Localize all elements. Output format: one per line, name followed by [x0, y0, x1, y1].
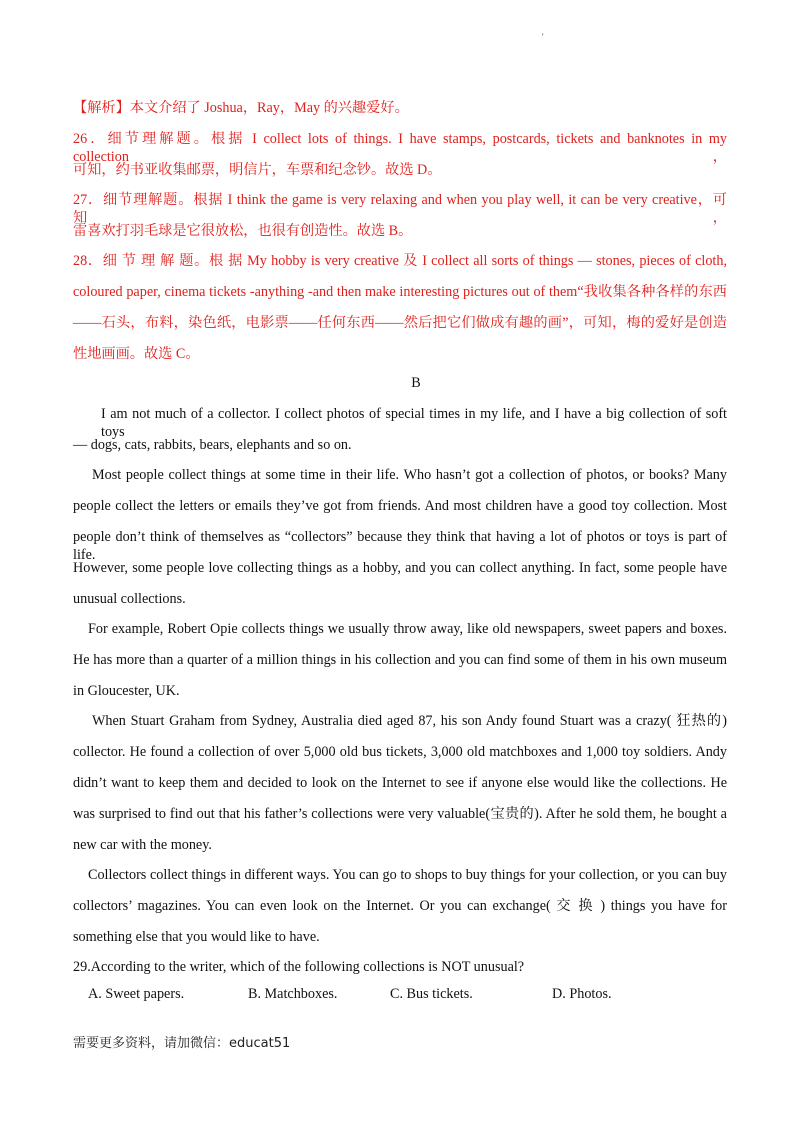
q27-analysis-line-2: 雷喜欢打羽毛球是它很放松，也很有创造性。故选 B。: [73, 223, 413, 239]
option-c: C. Bus tickets.: [390, 986, 473, 1002]
passage-p1-line-2: — dogs, cats, rabbits, bears, elephants and so on.: [73, 437, 352, 453]
passage-p4-line-3: didn’t want to keep them and decided to look on the Internet to see if anyone else would like the collections. He: [73, 775, 727, 791]
option-b: B. Matchboxes.: [248, 986, 338, 1002]
passage-p2-line-4: However, some people love collecting things as a hobby, and you can collect anything. In fact, some people have: [73, 560, 727, 576]
passage-p3-line-2: He has more than a quarter of a million things in his collection and you can find some of them in his own museum: [73, 652, 727, 668]
passage-p4-line-5: new car with the money.: [73, 837, 212, 853]
passage-p3-line-1: For example, Robert Opie collects things we usually throw away, like old newspapers, sweet papers and boxes.: [88, 621, 727, 637]
option-a: A. Sweet papers.: [88, 986, 185, 1002]
question-29-stem: 29.According to the writer, which of the following collections is NOT unusual?: [73, 959, 525, 975]
passage-p5-line-2: collectors’ magazines. You can even look on the Internet. Or you can exchange( 交 换 ) things you have for: [73, 898, 727, 914]
passage-p4-line-2: collector. He found a collection of over 5,000 old bus tickets, 3,000 old matchboxes and 1,000 toy soldiers. Andy: [73, 744, 727, 760]
q28-analysis-line-4: 性地画画。故选 C。: [73, 346, 200, 362]
option-d: D. Photos.: [552, 986, 612, 1002]
q27-analysis-line-1: 27．细节理解题。根据 I think the game is very relaxing and when you play well, it can be very creative，可知，: [73, 192, 727, 226]
q26-analysis-line-1: 26．细节理解题。根据 I collect lots of things. I have stamps, postcards, tickets and banknotes in my collection，: [73, 131, 727, 165]
passage-p2-line-2: people collect the letters or emails they’ve got from friends. And most children have a good toy collection. Most: [73, 498, 727, 514]
passage-p2-line-5: unusual collections.: [73, 591, 186, 607]
passage-p4-line-4: was surprised to find out that his father’s collections were very valuable(宝贵的). After he sold them, he bought a: [73, 806, 727, 822]
passage-p2-line-3: people don’t think of themselves as “collectors” because they think that having a lot of photos or toys is part of life.: [73, 529, 727, 563]
passage-p1-line-1: I am not much of a collector. I collect photos of special times in my life, and I have a big collection of soft toys: [101, 406, 727, 440]
passage-p4-line-1: When Stuart Graham from Sydney, Australia died aged 87, his son Andy found Stuart was a crazy( 狂热的): [92, 713, 727, 729]
section-label: B: [411, 375, 421, 391]
footer-contact: 需要更多资料，请加微信：educat51: [73, 1036, 291, 1051]
header-mark: ': [542, 32, 544, 42]
passage-p5-line-3: something else that you would like to have.: [73, 929, 320, 945]
passage-p2-line-1: Most people collect things at some time in their life. Who hasn’t got a collection of photos, or books? Many: [92, 467, 727, 483]
passage-p3-line-3: in Gloucester, UK.: [73, 683, 180, 699]
passage-p5-line-1: Collectors collect things in different ways. You can go to shops to buy things for your collection, or you can buy: [88, 867, 727, 883]
q26-analysis-line-2: 可知，约书亚收集邮票，明信片，车票和纪念钞。故选 D。: [73, 162, 442, 178]
q28-analysis-line-3: ——石头，布料，染色纸，电影票——任何东西——然后把它们做成有趣的画”，可知，梅的爱好是创造: [73, 315, 727, 331]
q28-analysis-line-1: 28．细 节 理 解 题。根 据 My hobby is very creative 及 I collect all sorts of things — stones, pieces of cloth,: [73, 253, 727, 269]
question-29-options: [73, 986, 733, 1006]
q28-analysis-line-2: coloured paper, cinema tickets -anything -and then make interesting pictures out of them“我收集各种各样的东西: [73, 284, 727, 300]
analysis-summary: 【解析】本文介绍了 Joshua，Ray，May 的兴趣爱好。: [73, 100, 409, 116]
